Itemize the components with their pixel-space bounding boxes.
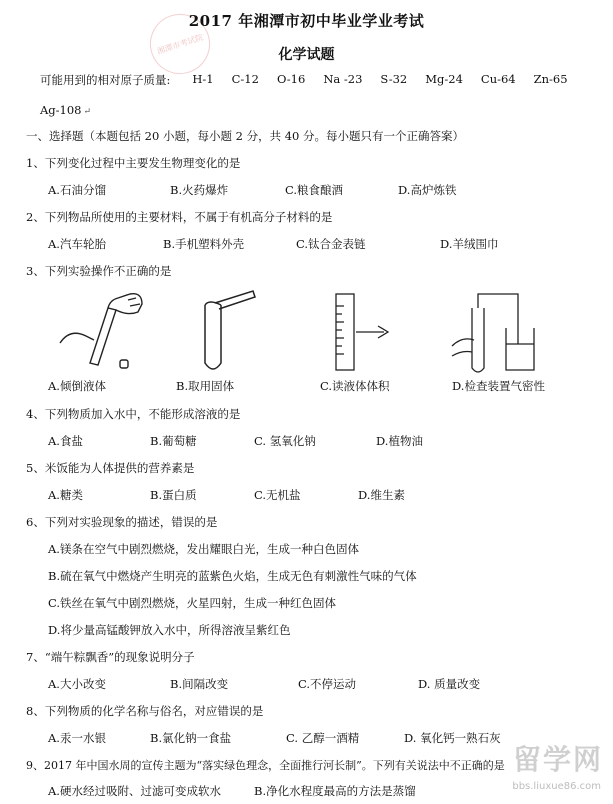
option: D.羊绒围巾 — [440, 237, 499, 251]
exam-subtitle: 化学试题 — [278, 47, 335, 63]
question-stem: 5、米饭能为人体提供的营养素是 — [26, 461, 195, 475]
mass-item: Zn-65 — [533, 72, 568, 86]
option: C.钛合金表链 — [296, 237, 366, 251]
option: C.铁丝在氧气中剧烈燃烧，火星四射，生成一种红色固体 — [48, 596, 337, 610]
option: D.高炉炼铁 — [398, 183, 457, 197]
option: D. 氧化钙一熟石灰 — [404, 731, 501, 745]
mass-item: Na -23 — [323, 72, 363, 86]
option: A.大小改变 — [48, 677, 106, 691]
mass-item: S-32 — [380, 72, 408, 86]
option: C. 氢氧化钠 — [254, 434, 316, 448]
option: B.间隔改变 — [170, 677, 229, 691]
option: A.石油分馏 — [48, 183, 106, 197]
option: A.汽车轮胎 — [48, 237, 106, 251]
option: D.检查装置气密性 — [452, 379, 545, 393]
option: D. 质量改变 — [418, 677, 481, 691]
option: B.蛋白质 — [150, 488, 197, 502]
option: B.火药爆炸 — [170, 183, 229, 197]
option: B.取用固体 — [176, 379, 235, 393]
atomic-masses-label: 可能用到的相对原子质量: — [40, 73, 171, 87]
mass-item: Cu-64 — [480, 72, 516, 86]
section-heading: 一、选择题（本题包括 20 小题，每小题 2 分，共 40 分。每小题只有一个正确答案） — [26, 129, 465, 143]
option: C.读液体体积 — [320, 379, 390, 393]
question-stem: 7、“端午粽飘香”的现象说明分子 — [26, 650, 195, 664]
question-stem: 2、下列物品所使用的主要材料，不属于有机高分子材料的是 — [26, 210, 333, 224]
watermark-logo: 留学网 — [512, 743, 603, 776]
question-stem: 4、下列物质加入水中，不能形成溶液的是 — [26, 407, 241, 421]
watermark-stamp: 湘潭市考试院 — [142, 6, 218, 82]
test-tube-illustration — [195, 285, 265, 377]
question-stem: 8、下列物质的化学名称与俗名，对应错误的是 — [26, 704, 264, 718]
option: B.净化水程度最高的方法是蒸馏 — [254, 784, 416, 798]
option: B.氯化钠一食盐 — [150, 731, 232, 745]
mass-item: C-12 — [231, 72, 259, 86]
question-stem: 1、下列变化过程中主要发生物理变化的是 — [26, 156, 241, 170]
pouring-liquid-illustration — [50, 288, 150, 376]
option: B.手机塑料外壳 — [163, 237, 245, 251]
mass-item: H-1 — [192, 72, 214, 86]
option: C. 乙醇一酒精 — [286, 731, 360, 745]
graduated-cylinder-illustration — [322, 288, 402, 376]
option: B.硫在氧气中燃烧产生明亮的蓝紫色火焰，生成无色有刺激性气味的气体 — [48, 569, 417, 583]
option: B.葡萄糖 — [150, 434, 197, 448]
option: D.将少量高锰酸钾放入水中，所得溶液呈紫红色 — [48, 623, 291, 637]
option: A.倾倒液体 — [48, 379, 106, 393]
airtightness-check-illustration — [448, 288, 543, 376]
option: C.无机盐 — [254, 488, 301, 502]
question-stem: 9、2017 年中国水周的宣传主题为“落实绿色理念，全面推行河长制”。下列有关说法中不正确的是 — [26, 759, 505, 772]
watermark-url: bbs.liuxue86.com — [512, 781, 601, 792]
option: C.不停运动 — [298, 677, 357, 691]
mass-item: O-16 — [276, 72, 306, 86]
option: A.食盐 — [48, 434, 83, 448]
mass-item: Mg-24 — [425, 72, 463, 86]
option: C.粮食酿酒 — [285, 183, 344, 197]
option: D.维生素 — [358, 488, 405, 502]
option: A.镁条在空气中剧烈燃烧，发出耀眼白光，生成一种白色固体 — [48, 542, 359, 556]
option: D.植物油 — [376, 434, 423, 448]
option: A.糖类 — [48, 488, 83, 502]
question-stem: 6、下列对实验现象的描述，错误的是 — [26, 515, 218, 529]
option: A.汞一水银 — [48, 731, 106, 745]
option: A.硬水经过吸附、过滤可变成软水 — [48, 784, 221, 798]
question-stem: 3、下列实验操作不正确的是 — [26, 264, 172, 278]
exam-title: 2017 年湘潭市初中毕业学业考试 — [188, 12, 425, 30]
atomic-masses — [40, 72, 568, 88]
mass-item-last: Ag-108 ↵ — [40, 103, 92, 117]
